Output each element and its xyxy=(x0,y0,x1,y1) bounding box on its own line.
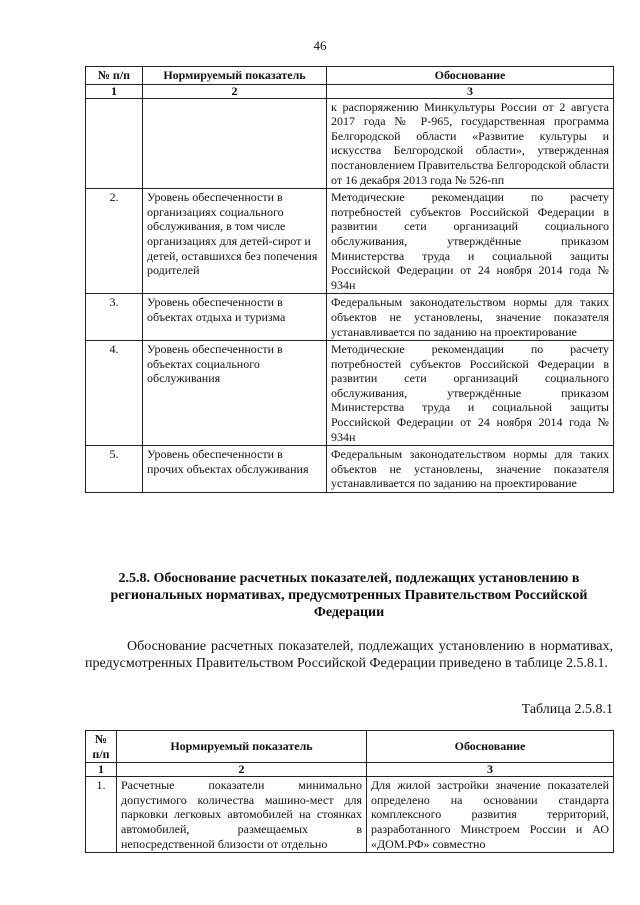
section-heading: 2.5.8. Обоснование расчетных показателей, подлежащих установлению в региональных нормативах, предусмотренных Правительством Российской Федерации xyxy=(110,571,588,620)
header-indicator: Нормируемый показатель xyxy=(117,731,367,763)
row-indicator: Уровень обеспеченности в прочих объектах обслуживания xyxy=(143,446,327,493)
row-indicator: Расчетные показатели минимально допустимого количества машино-мест для парковки легковых автомобилей на стоянках автомобилей, размещаемых в непосредственной близости от отдельно xyxy=(117,777,367,853)
page-number: 46 xyxy=(313,38,327,53)
column-number: 3 xyxy=(327,84,614,98)
row-indicator: Уровень обеспеченности в объектах социального обслуживания xyxy=(143,341,327,446)
table-row xyxy=(86,98,614,189)
column-number: 3 xyxy=(367,763,614,777)
column-number: 1 xyxy=(86,84,143,98)
body-paragraph: Обоснование расчетных показателей, подлежащих установлению в нормативах, предусмотренных Правительством Российской Федерации приведено в таблице 2.5.8.1. xyxy=(85,639,613,671)
row-basis: Для жилой застройки значение показателей определено на основании стандарта комплексного развития территорий, разработанного Минстроем России и АО «ДОМ.РФ» совместно xyxy=(367,777,614,853)
column-number-row xyxy=(86,763,614,777)
row-basis: Федеральным законодательством нормы для таких объектов не установлены, значение показателя устанавливается по заданию на проектирование xyxy=(327,446,614,493)
header-indicator: Нормируемый показатель xyxy=(143,67,327,85)
row-num: 1. xyxy=(86,777,117,853)
header-basis: Обоснование xyxy=(367,731,614,763)
table-header-row xyxy=(86,731,614,763)
table-row xyxy=(86,294,614,341)
row-num xyxy=(86,98,143,189)
table-header-row xyxy=(86,67,614,85)
table-row xyxy=(86,341,614,446)
table-row xyxy=(86,446,614,493)
row-indicator: Уровень обеспеченности в объектах отдыха и туризма xyxy=(143,294,327,341)
row-indicator: Уровень обеспеченности в организациях социального обслуживания, в том числе организациях для детей-сирот и детей, оставшихся без попечения родителей xyxy=(143,189,327,294)
column-number-row xyxy=(86,84,614,98)
table-row xyxy=(86,777,614,853)
header-basis: Обоснование xyxy=(327,67,614,85)
row-basis: Методические рекомендации по расчету потребностей субъектов Российской Федерации в развитии сети организаций социального обслуживания, утверждённые приказом Министерства труда и социальной защиты Российской Федерации от 24 ноября 2014 года № 934н xyxy=(327,189,614,294)
table-standards-1 xyxy=(85,66,614,493)
column-number: 1 xyxy=(86,763,117,777)
row-basis: к распоряжению Минкультуры России от 2 августа 2017 года № Р-965, государственная программа Белгородской области «Развитие культуры и искусства Белгородской области», утвержденная постановлением Правительства Белгородской области от 16 декабря 2013 года № 526-пп xyxy=(327,98,614,189)
header-num: № п/п xyxy=(86,67,143,85)
table-standards-2 xyxy=(85,730,614,853)
column-number: 2 xyxy=(143,84,327,98)
row-basis: Федеральным законодательством нормы для таких объектов не установлены, значение показателя устанавливается по заданию на проектирование xyxy=(327,294,614,341)
row-num: 2. xyxy=(86,189,143,294)
row-num: 4. xyxy=(86,341,143,446)
row-num: 5. xyxy=(86,446,143,493)
row-indicator xyxy=(143,98,327,189)
table-row xyxy=(86,189,614,294)
row-num: 3. xyxy=(86,294,143,341)
table-caption: Таблица 2.5.8.1 xyxy=(521,702,613,717)
row-basis: Методические рекомендации по расчету потребностей субъектов Российской Федерации в развитии сети организаций социального обслуживания, утверждённые приказом Министерства труда и социальной защиты Российской Федерации от 24 ноября 2014 года № 934н xyxy=(327,341,614,446)
header-num: № п/п xyxy=(86,731,117,763)
column-number: 2 xyxy=(117,763,367,777)
